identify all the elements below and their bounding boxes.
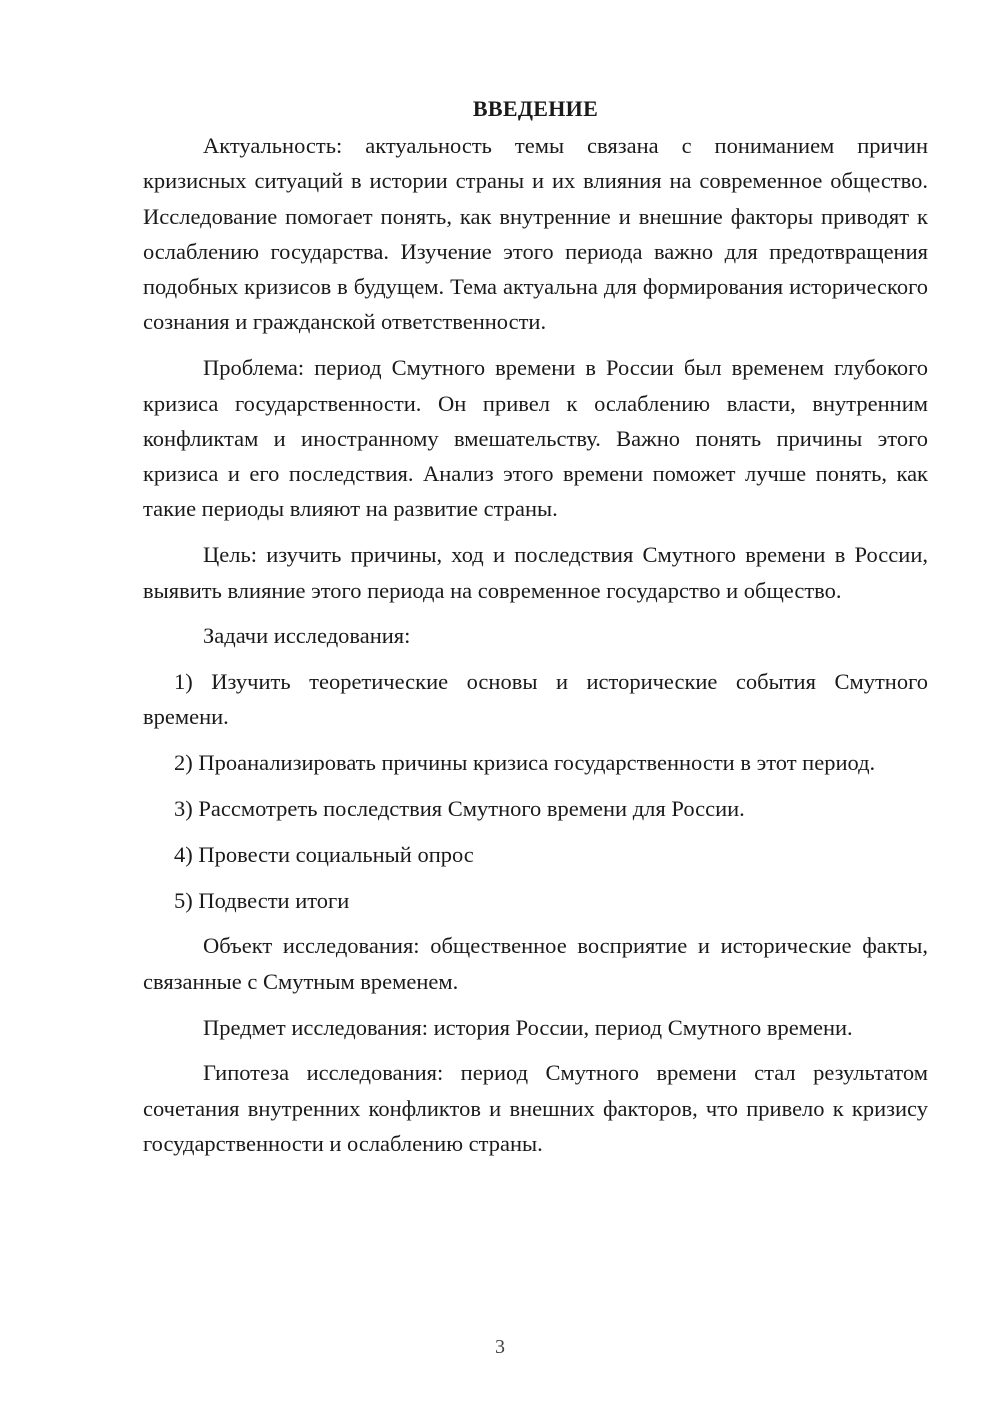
task-item: 3) Рассмотреть последствия Смутного времени для России. bbox=[174, 796, 745, 822]
problem-paragraph: Проблема: период Смутного времени в России был временем глубокого кризиса государственности. Он привел к ослаблению власти, внутренним конфликтам и иностранному вмешательству. Важно понять причины этого кризиса и его последствия. Анализ этого времени поможет лучше понять, как такие периоды влияют на развитие страны. bbox=[143, 355, 928, 522]
hypothesis-paragraph: Гипотеза исследования: период Смутного времени стал результатом сочетания внутренних конфликтов и внешних факторов, что привело к кризису государственности и ослаблению страны. bbox=[143, 1060, 928, 1156]
task-item: 2) Проанализировать причины кризиса государственности в этот период. bbox=[174, 750, 876, 776]
subject-paragraph: Предмет исследования: история России, период Смутного времени. bbox=[203, 1014, 853, 1040]
tasks-heading: Задачи исследования: bbox=[203, 623, 411, 649]
section-heading: ВВЕДЕНИЕ bbox=[472, 96, 599, 121]
relevance-paragraph: Актуальность: актуальность темы связана с пониманием причин кризисных ситуаций в истории страны и их влияния на современное общество. Исследование помогает понять, как внутренние и внешние факторы приводят к ослаблению государства. Изучение этого периода важно для предотвращения подобных кризисов в будущем. Тема актуальна для формирования исторического сознания и гражданской ответственности. bbox=[143, 133, 928, 335]
task-item: 4) Провести социальный опрос bbox=[174, 841, 474, 867]
page-number: 3 bbox=[495, 1336, 505, 1358]
task-item: 1) Изучить теоретические основы и исторические события Смутного времени. bbox=[143, 669, 928, 730]
goal-paragraph: Цель: изучить причины, ход и последствия Смутного времени в России, выявить влияние этого периода на современное государство и общество. bbox=[143, 542, 928, 603]
document-page bbox=[143, 92, 928, 1172]
object-paragraph: Объект исследования: общественное восприятие и исторические факты, связанные с Смутным временем. bbox=[143, 933, 928, 994]
task-item: 5) Подвести итоги bbox=[174, 887, 350, 913]
